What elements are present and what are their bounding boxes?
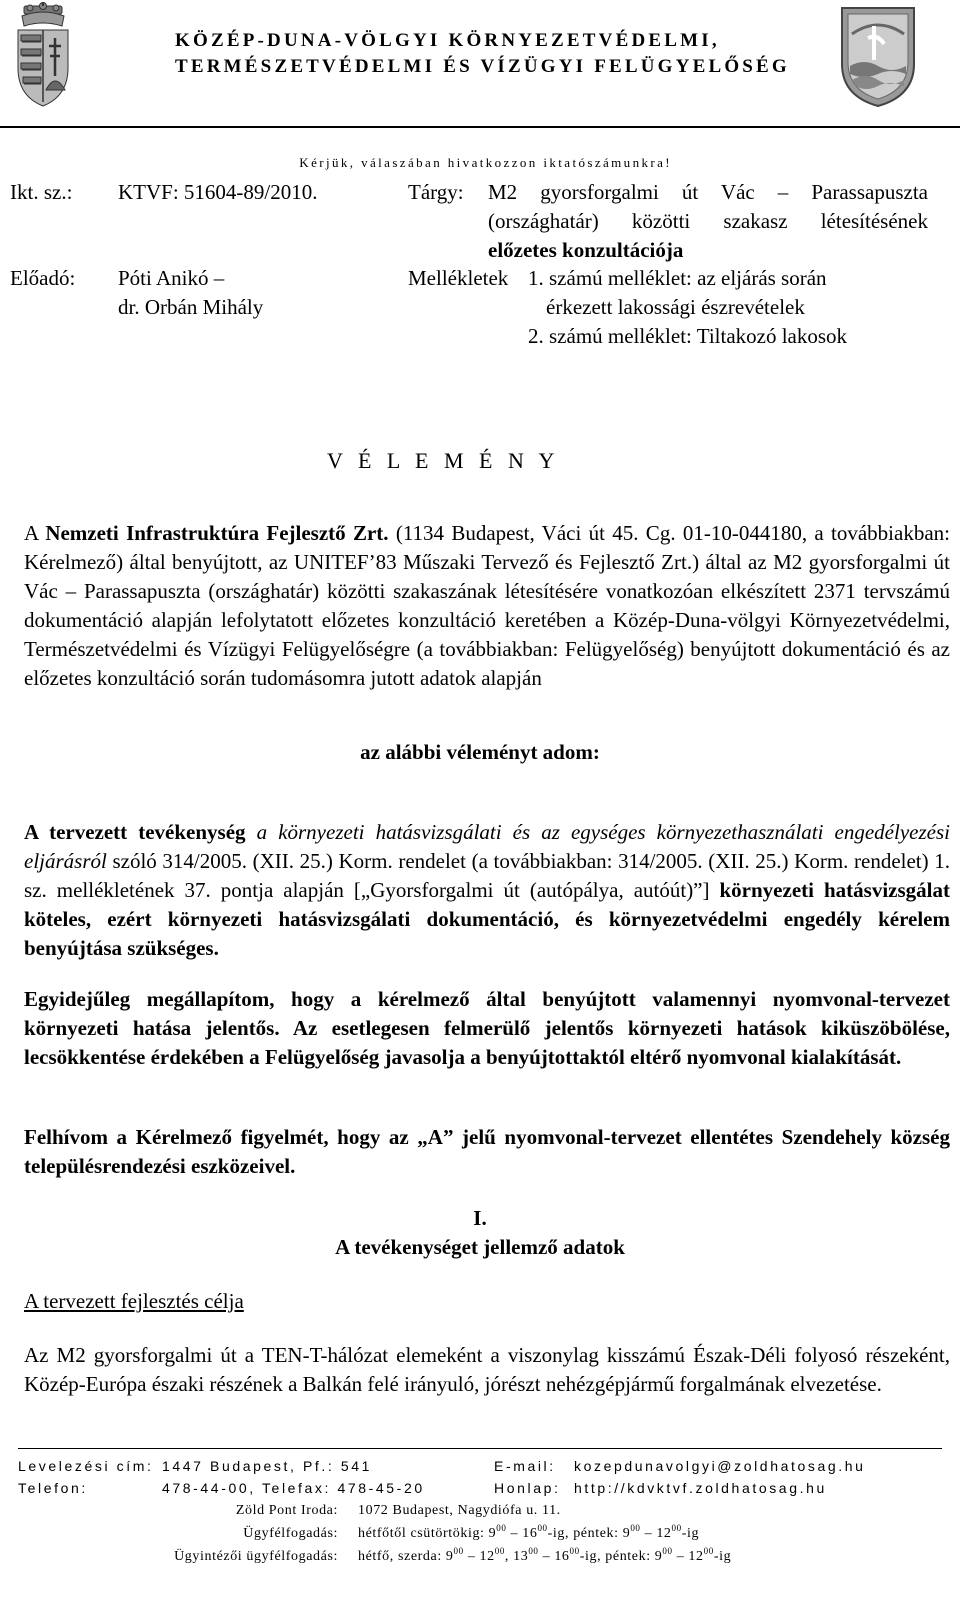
- intro-paragraph: [24, 519, 950, 693]
- regulation-ref: szóló 314/2005. (XII. 25.) Korm. rendelet (a továbbiakban: 314/2005. (XII. 25.) Korm. rendelet) 1. sz. mellékletének 37. pontja alapján [„Gyorsforgalmi út (autópálya, autóút)”]: [24, 849, 950, 902]
- office-label: Zöld Pont Iroda:: [235, 1503, 338, 1518]
- office-value: 1072 Budapest, Nagydiófa u. 11.: [358, 1503, 561, 1518]
- opinion-intro: az alábbi véleményt adom:: [360, 740, 600, 764]
- agency-title-line2: TERMÉSZETVÉDELMI ÉS VÍZÜGYI FELÜGYELŐSÉG: [175, 56, 790, 77]
- agent-hours-label: Ügyintézői ügyfélfogadás:: [174, 1549, 338, 1564]
- agency-title-line1: KÖZÉP-DUNA-VÖLGYI KÖRNYEZETVÉDELMI,: [175, 30, 720, 51]
- web-label: Honlap:: [494, 1480, 561, 1496]
- eloado-label: Előadó:: [10, 266, 76, 290]
- section-title: A tevékenységet jellemző adatok: [335, 1235, 625, 1259]
- mail-label: Levelezési cím:: [18, 1458, 154, 1474]
- targy-line2: (országhatár) közötti szakasz létesítésének: [488, 209, 928, 233]
- targy-value: [488, 178, 928, 265]
- ikt-label: Ikt. sz.:: [10, 180, 73, 204]
- melleklet1-line2: érkezett lakossági észrevételek: [546, 295, 805, 319]
- agency-title: [175, 28, 805, 80]
- planned-activity: A tervezett tevékenység: [24, 820, 246, 844]
- melleklet1-line1: 1. számú melléklet: az eljárás során: [528, 266, 827, 290]
- intro-text: (1134 Budapest, Váci út 45. Cg. 01-10-044180, a továbbiakban: Kérelmező) által benyújtott, az UNITEF’83 Műszaki Tervező és Fejlesztő Zrt.) által az M2 gyorsforgalmi út Vác – Parassapuszta (országhatár) közötti szakaszának létesítésére vonatkozóan elkészített 2371 tervszámú dokumentáció alapján lefolytatott előzetes konzultáció keretében a Közép-Duna-völgyi Környezetvédelmi, Természetvédelmi és Vízügyi Felügyelőségre (a továbbiakban: Felügyelőség) benyújtott dokumentáció és az előzetes konzultáció során tudomásomra jutott adatok alapján: [24, 521, 950, 690]
- paragraph-goal: Az M2 gyorsforgalmi út a TEN-T-hálózat elemeként a viszonylag kisszámú Észak-Déli folyosó részeként, Közép-Európa északi részének a Balkán felé irányuló, jórészt nehézgépjármű forgalmának elvezetése.: [24, 1343, 950, 1396]
- agent-hours-value: hétfő, szerda: $9^{00} - 12^{00}$, $13^{00} - 16^{00}-ig$, péntek: $9^{00} - 12^{00}-ig$: [358, 1546, 732, 1564]
- targy-label: Tárgy:: [408, 180, 464, 204]
- intro-prefix: A: [24, 521, 46, 545]
- regulation-title: a környezeti hatásvizsgálati és az egységes környezethasználati engedélyezési eljárásról: [24, 820, 950, 873]
- section-number: I.: [473, 1206, 487, 1230]
- email-value[interactable]: kozepdunavolgyi@zoldhatosag.hu: [574, 1458, 866, 1474]
- targy-line3: előzetes konzultációja: [488, 238, 684, 262]
- phone-label: Telefon:: [18, 1480, 88, 1496]
- mellekletek-label: Mellékletek: [408, 266, 509, 290]
- paragraph-assessment: [24, 818, 950, 963]
- company-name: Nemzeti Infrastruktúra Fejlesztő Zrt.: [45, 521, 389, 545]
- paragraph-notice: Felhívom a Kérelmező figyelmét, hogy az „A” jelű nyomvonal-tervezet ellentétes Szendehely község településrendezési eszközeivel.: [24, 1125, 950, 1178]
- eloado-line1: Póti Anikó –: [118, 266, 225, 290]
- hungarian-coat-of-arms-icon: [10, 2, 76, 110]
- document-heading: V É L E M É N Y: [327, 448, 560, 473]
- client-hours-label: Ügyfélfogadás:: [243, 1526, 338, 1541]
- email-label: E-mail:: [494, 1458, 556, 1474]
- header-rule: [0, 126, 960, 128]
- mail-value: 1447 Budapest, Pf.: 541: [162, 1458, 373, 1474]
- ikt-value: KTVF: 51604-89/2010.: [118, 180, 318, 204]
- reference-note: Kérjük, válaszában hivatkozzon iktatószámunkra!: [299, 155, 672, 170]
- footer-rule: [18, 1448, 942, 1449]
- phone-value: 478-44-00, Telefax: 478-45-20: [162, 1480, 425, 1496]
- paragraph-finding: Egyidejűleg megállapítom, hogy a kérelmező által benyújtott valamennyi nyomvonal-tervezet környezeti hatása jelentős. Az esetlegesen felmerülő jelentős környezeti hatások kiküszöbölése, lecsökkentése érdekében a Felügyelőség javasolja a benyújtottaktól eltérő nyomvonal kialakítását.: [24, 987, 950, 1069]
- agency-emblem-icon: [838, 4, 918, 108]
- melleklet2: 2. számú melléklet: Tiltakozó lakosok: [528, 324, 848, 348]
- web-value[interactable]: http://kdvktvf.zoldhatosag.hu: [574, 1480, 827, 1496]
- subheading-goal: A tervezett fejlesztés célja: [24, 1289, 244, 1313]
- eloado-line2: dr. Orbán Mihály: [118, 295, 264, 319]
- assessment-conclusion: környezeti hatásvizsgálat köteles, ezért környezeti hatásvizsgálati dokumentáció, és környezetvédelmi engedély kérelem benyújtása szükséges.: [24, 878, 950, 960]
- client-hours-value: hétfőtől csütörtökig: $9^{00} - 16^{00}-ig$, péntek: $9^{00} - 12^{00}-ig$: [358, 1523, 700, 1541]
- targy-line1: M2 gyorsforgalmi út Vác – Parassapuszta: [488, 180, 928, 204]
